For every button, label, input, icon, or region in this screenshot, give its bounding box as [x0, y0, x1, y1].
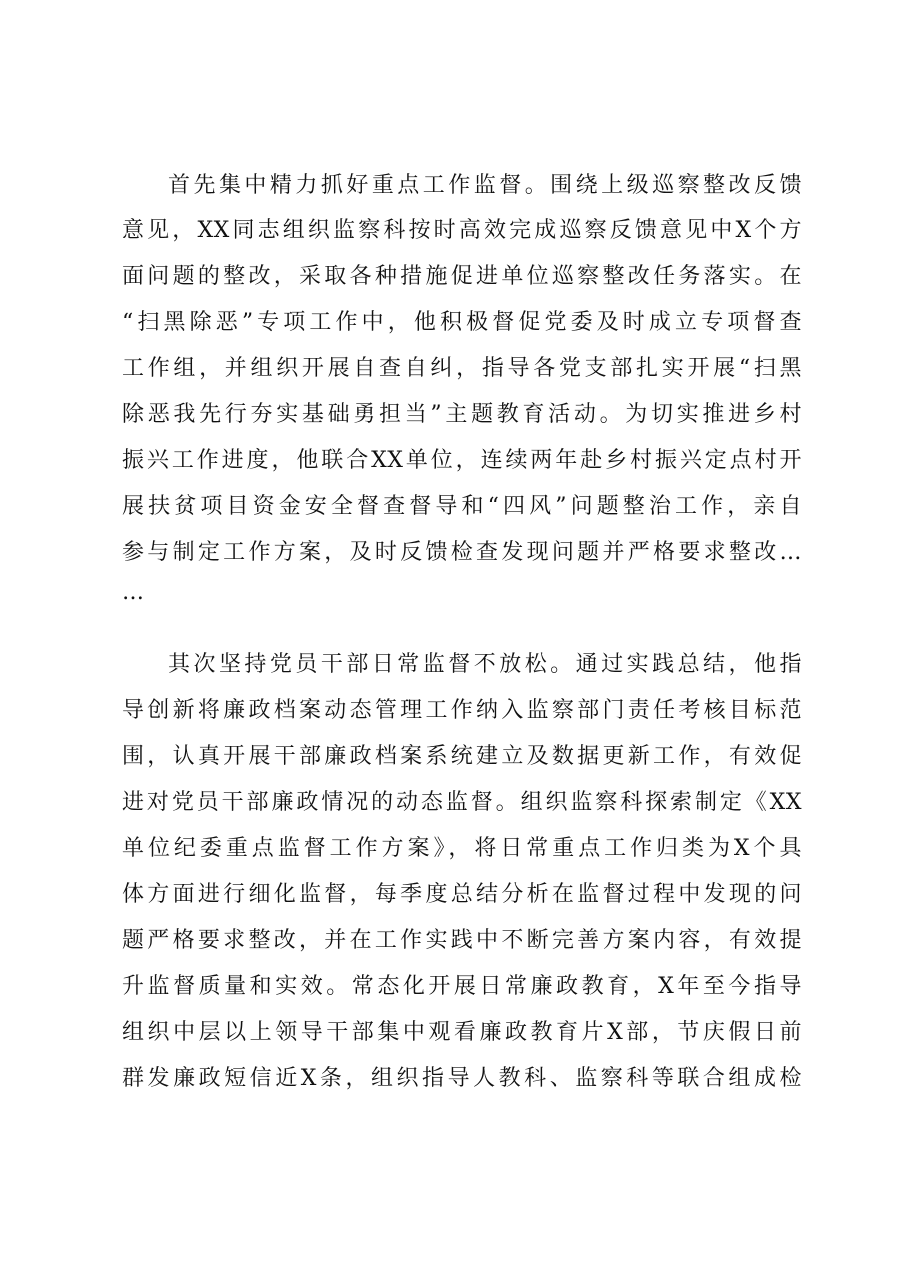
- text-line: 振兴工作进度，他联合XX单位，连续两年赴乡村振兴定点村开: [122, 448, 802, 473]
- text-line: 其次坚持党员干部日常监督不放松。通过实践总结，他指: [168, 652, 802, 677]
- text-line: 组织中层以上领导干部集中观看廉政教育片X部，节庆假日前: [122, 1020, 802, 1045]
- text-line: 导创新将廉政档案动态管理工作纳入监察部门责任考核目标范: [122, 698, 802, 723]
- text-line: 进对党员干部廉政情况的动态监督。组织监察科探索制定《XX: [122, 790, 802, 815]
- text-line: 工作组，并组织开展自查自纠，指导各党支部扎实开展“扫黑: [122, 356, 802, 381]
- text-line: 意见，XX同志组织监察科按时高效完成巡察反馈意见中X个方: [122, 218, 802, 243]
- text-line: 除恶我先行夯实基础勇担当”主题教育活动。为切实推进乡村: [122, 402, 802, 427]
- text-line: 单位纪委重点监督工作方案》，将日常重点工作归类为X个具: [122, 836, 802, 861]
- text-line: 参与制定工作方案，及时反馈检查发现问题并严格要求整改…: [122, 540, 802, 565]
- text-line: 群发廉政短信近X条，组织指导人教科、监察科等联合组成检: [122, 1066, 802, 1091]
- text-line: 展扶贫项目资金安全督查督导和“四风”问题整治工作，亲自: [122, 494, 802, 519]
- text-line: 题严格要求整改，并在工作实践中不断完善方案内容，有效提: [122, 928, 802, 953]
- text-line: 围，认真开展干部廉政档案系统建立及数据更新工作，有效促: [122, 744, 802, 769]
- text-line: 首先集中精力抓好重点工作监督。围绕上级巡察整改反馈: [168, 173, 802, 198]
- text-line: 体方面进行细化监督，每季度总结分析在监督过程中发现的问: [122, 882, 802, 907]
- text-line: 升监督质量和实效。常态化开展日常廉政教育，X年至今指导: [122, 974, 802, 999]
- text-line: …: [122, 580, 145, 605]
- text-line: 面问题的整改，采取各种措施促进单位巡察整改任务落实。在: [122, 264, 802, 289]
- text-line: “扫黑除恶”专项工作中，他积极督促党委及时成立专项督查: [122, 310, 802, 335]
